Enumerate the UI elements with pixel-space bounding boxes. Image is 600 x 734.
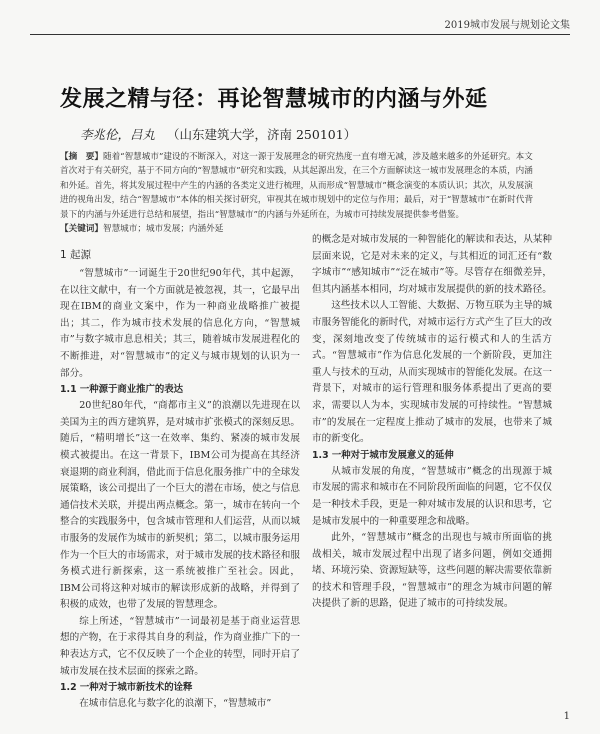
- paragraph: 此外，“智慧城市”概念的出现也与城市所面临的挑战相关，城市发展过程中出现了诸多问题，例如交通拥堵、环境污染、资源短缺等，这些问题的解决需要依靠新的技术和管理手段，“智慧城市”的理念为城市问题的解决提供了新的思路，促进了城市的可持续发展。: [312, 532, 552, 610]
- byline: [80, 125, 560, 143]
- right-column: [312, 232, 552, 613]
- subsection-heading-1-2: 1.2 一种对于城市新技术的诠释: [60, 682, 193, 694]
- paragraph: 从城市发展的角度，“智慧城市”概念的出现源于城市发展的需求和城市在不同阶段所面临的问题，它不仅仅是一种技术手段，更是一种对城市发展的认识和思考，它是城市发展中的一种重要理念和战略。: [312, 465, 552, 527]
- running-head: 2019城市发展与规划论文集: [30, 16, 570, 35]
- paragraph: 这些技术以人工智能、大数据、万物互联为主导的城市服务智能化的新时代，对城市运行方式产生了巨大的改变，深刻地改变了传统城市的运行模式和人的生活方式。“智慧城市”作为信息化发展的一个新阶段，更加注重人与技术的互动，从而实现城市的智能化发展。在这一背景下，对城市的运行管理和服务体系提出了更高的要求，需要以人为本，实现城市发展的可持续性。“智慧城市”的发展在一定程度上推动了城市的发展，也带来了城市的新变化。: [312, 300, 552, 445]
- paper-title: 发展之精与径：再论智慧城市的内涵与外延: [60, 87, 488, 112]
- abstract-label: 【摘 要】: [60, 152, 103, 162]
- keywords: 智慧城市；城市发展；内涵外延: [102, 224, 224, 235]
- keywords-label: 【关键词】: [60, 224, 103, 235]
- abstract: [60, 150, 540, 236]
- paragraph: “智慧城市”一词诞生于20世纪90年代，其中起源，在以往文献中，有一个方面就是被忽视，其一，它最早出现在IBM的商业文案中，作为一种商业战略推广被提出；其二，作为城市技术发展的信息化方向，“智慧城市”与数字城市息息相关；其三，随着城市发展进程化的不断推进，对“智慧城市”的定义与城市规划的认识为一部分。: [60, 268, 300, 379]
- authors: 李兆伦，吕丸: [80, 127, 156, 142]
- affiliation: （山东建筑大学，济南 250101）: [167, 127, 357, 142]
- paragraph: 在城市信息化与数字化的浪潮下，“智慧城市”: [79, 698, 272, 710]
- subsection-heading-1-3: 1.3 一种对于城市发展意义的延伸: [312, 449, 454, 461]
- section-heading-1: 1 起源: [60, 249, 92, 261]
- paragraph: 的概念是对城市发展的一种智能化的解读和表达，从某种层面来说，它是对未来的定义，与其相近的词汇还有“数字城市”“感知城市”“泛在城市”等。尽管存在细微差异，但其内涵基本相同，均对城市发展提供的新的技术路径。: [312, 234, 552, 295]
- subsection-heading-1-1: 1.1 一种源于商业推广的表达: [60, 384, 183, 396]
- left-column: [60, 246, 300, 713]
- abstract-text: 随着“智慧城市”建设的不断深入，对这一源于发展理念的研究热度一直有增无减，涉及越来越多的外延研究。本文首次对于有关研究，基于不同方向的“智慧城市”研究和实践，从其起源出发，在三个方面解读这一城市发展理念的本质，内涵和外延。首先，将其发展过程中产生的内涵的各类定义进行梳理，从而形成“智慧城市”概念演变的本质认识；其次，从发展演进的视角出发，结合“智慧城市”本体的相关探讨研究，审视其在城市规划中的定位与作用；最后，对于“智慧城市”在新时代背景下的内涵与外延进行总结和展望，指出“智慧城市”的内涵与外延所在，为城市可持续发展提供参考借鉴。: [60, 152, 534, 220]
- paragraph: 综上所述，“智慧城市”一词最初是基于商业运营思想的产物，在于求得其自身的利益，作为商业推广下的一种表达方式，它不仅反映了一个企业的转型，同时开启了城市发展在技术层面的探索之路。: [60, 615, 300, 677]
- paragraph: 20世纪80年代，“商都市主义”的浪潮以先进现在以美国为主的西方建筑界，是对城市扩张模式的深刻反思。随后，“精明增长”这一在效率、集约、紧凑的城市发展模式被提出。在这一背景下，IBM公司为提高在其经济衰退期的商业利润，借此而于信息化服务推广中的全球发展策略，该公司提出了一个巨大的潜在市场，使之与信息通信技术关联，并提出两点概念。第一，城市在转向一个整合的实践服务中，包含城市管理和人们运营，从而以城市服务的发展作为城市的新契机；第二，以城市服务运用作为一个巨大的市场需求，对于城市发展的技术路径和服务模式进行新探索，这一系统被推广至社会。因此，IBM公司将这种对城市的解读形成新的战略，并得到了积极的成效，也带了发展的智慧理念。: [60, 400, 300, 611]
- page-number: 1: [563, 711, 570, 722]
